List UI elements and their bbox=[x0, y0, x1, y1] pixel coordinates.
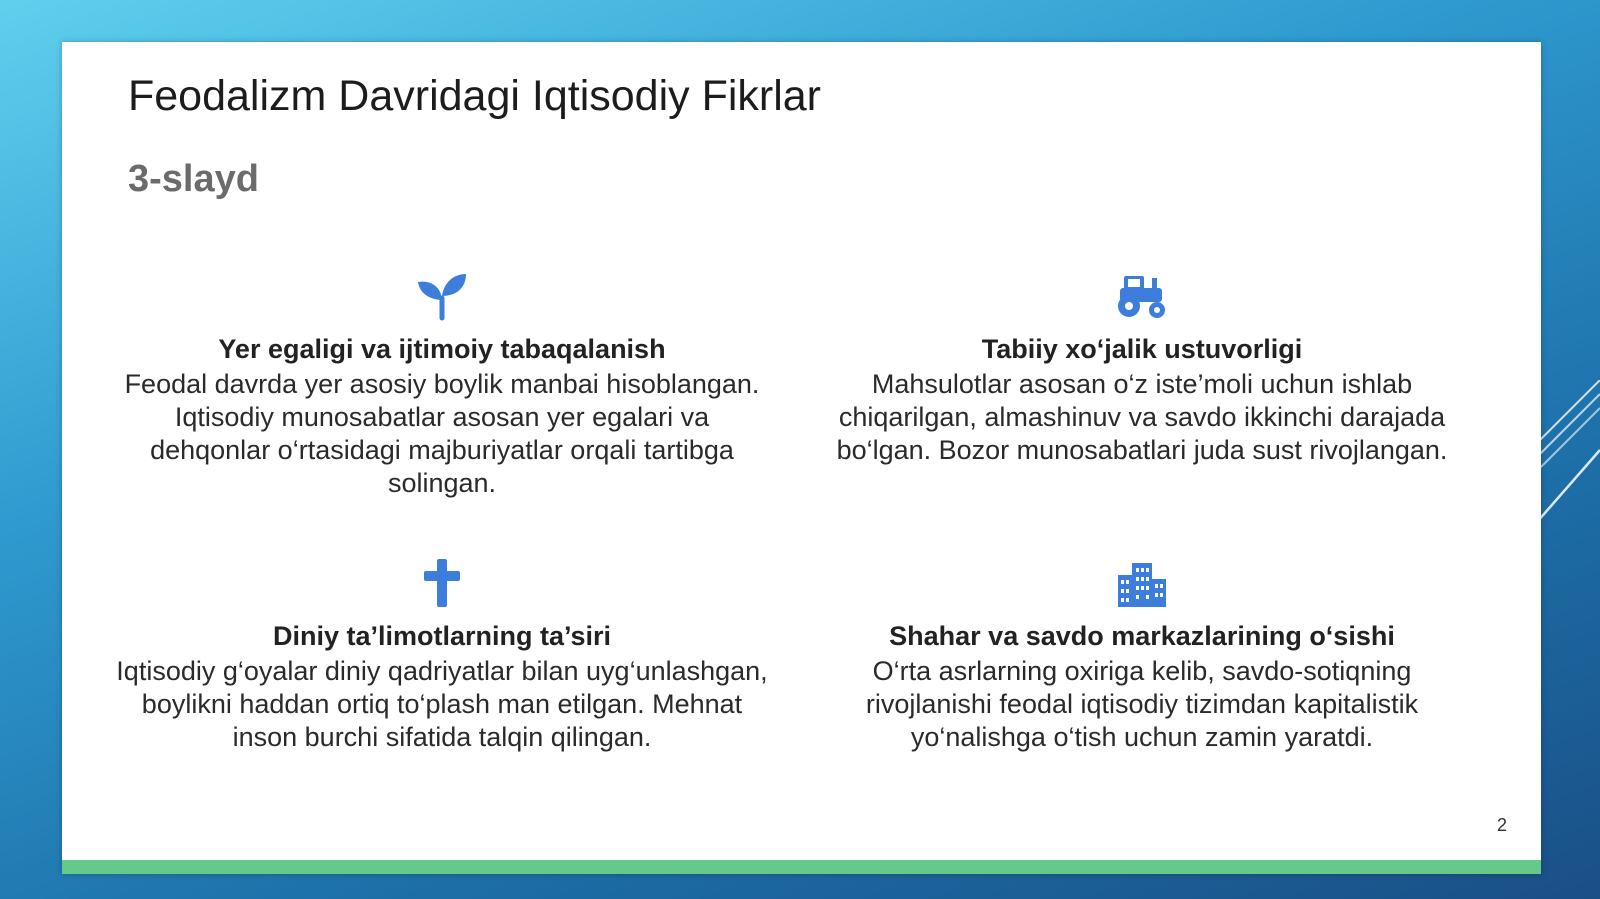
card-body: Mahsulotlar asosan o‘z iste’moli uchun ishlab chiqarilgan, almashinuv va savdo ikkinchi darajada bo‘lgan. Bozor munosabatlari juda sust rivojlangan. bbox=[836, 369, 1448, 465]
card-title: Tabiiy xo‘jalik ustuvorligi bbox=[981, 334, 1303, 364]
card-title: Diniy ta’limotlarning ta’siri bbox=[272, 621, 612, 651]
card-title: Yer egaligi va ijtimoiy tabaqalanish bbox=[218, 334, 666, 364]
card-land-ownership bbox=[112, 268, 772, 500]
city-icon bbox=[1114, 555, 1170, 611]
card-religious-teachings bbox=[112, 555, 772, 754]
slide bbox=[62, 42, 1541, 874]
card-body: Iqtisodiy g‘oyalar diniy qadriyatlar bilan uyg‘unlashgan, boylikni haddan ortiq to‘plash man etilgan. Mehnat inson burchi sifatida talqin qilingan. bbox=[116, 656, 768, 752]
page-number: 2 bbox=[1496, 815, 1507, 835]
slide-subtitle: 3-slayd bbox=[128, 158, 259, 200]
footer-bar bbox=[62, 860, 1541, 874]
card-title: Shahar va savdo markazlarining o‘sishi bbox=[889, 621, 1395, 651]
tractor-icon bbox=[1114, 268, 1170, 324]
card-body: O‘rta asrlarning oxiriga kelib, savdo-sotiqning rivojlanishi feodal iqtisodiy tizimdan kapitalistik yo‘nalishga o‘tish uchun zamin yaratdi. bbox=[865, 656, 1419, 752]
sprout-icon bbox=[414, 268, 470, 324]
cross-icon bbox=[414, 555, 470, 611]
card-body: Feodal davrda yer asosiy boylik manbai hisoblangan. Iqtisodiy munosabatlar asosan yer egalari va dehqonlar o‘rtasidagi majburiyatlar orqali tartibga solingan. bbox=[124, 369, 760, 498]
card-natural-economy bbox=[812, 268, 1472, 467]
card-city-growth bbox=[812, 555, 1472, 754]
slide-title: Feodalizm Davridagi Iqtisodiy Fikrlar bbox=[128, 72, 821, 120]
